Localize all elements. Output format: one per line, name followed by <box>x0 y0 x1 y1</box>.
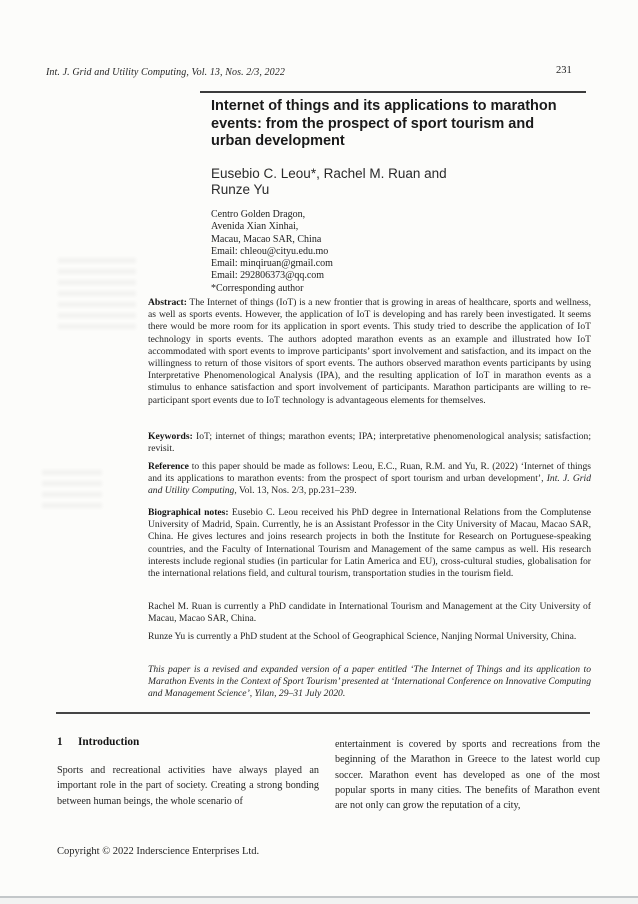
bio-runze-paragraph: Runze Yu is currently a PhD student at the School of Geographical Science, Nanjing Normal University, China. <box>148 631 577 642</box>
page-number: 231 <box>556 65 572 76</box>
bio-label: Biographical notes: <box>148 507 229 518</box>
intro-paragraph-left-column: Sports and recreational activities have always played an important role in the part of society. Creating a strong bonding between human beings, the whole scenario of <box>57 765 319 807</box>
article-title-line-1: Internet of things and its applications to marathon <box>211 98 557 114</box>
copyright-footer: Copyright © 2022 Inderscience Enterprises Ltd. <box>57 846 260 857</box>
abstract-text: The Internet of things (IoT) is a new frontier that is growing in areas of healthcare, sports and wellness, as well as sports events. However, the application of IoT is developing and has rarely been investigated. It seems there would be more room for its application in sport events. This study tried to describe the application of IoT technology in sports events. The authors adopted marathon events as an example and illustrated how IoT accommodated with sport events to improve participants’ sport involvement and satisfaction, and its impact on the willingness to return of those visitors of sport events. The authors observed marathon events participants by using Interpretative Phenomenological Analysis (IPA), and the resulting application of IoT in marathon events as a stimulus to enhance satisfaction and sport involvement of participants. Marathon participants are willing to re-participant sport events due to IoT technology is advantageous elements for themselves. <box>148 297 591 406</box>
section-divider-rule <box>56 712 590 714</box>
author-names <box>211 166 595 198</box>
abstract-label: Abstract: <box>148 297 187 308</box>
biographical-notes-paragraph <box>148 507 591 580</box>
reference-journal-title: Int. J. Grid and Utility Computing <box>148 473 591 497</box>
reference-text-end: , Vol. 13, Nos. 2/3, pp.231–239. <box>234 485 357 497</box>
reference-paragraph <box>148 461 591 498</box>
section-title: Introduction <box>78 736 140 748</box>
section-number: 1 <box>57 736 63 748</box>
scan-bleed-artifact <box>58 258 136 334</box>
scan-bleed-artifact <box>42 470 102 510</box>
affiliation-line: Macau, Macao SAR, China <box>211 233 322 245</box>
title-divider-rule <box>200 91 586 93</box>
scan-edge-fill <box>0 898 638 904</box>
article-title-line-2: events: from the prospect of sport tourism and <box>211 115 535 132</box>
keywords-label: Keywords: <box>148 431 193 442</box>
email-line: Email: 292806373@qq.com <box>211 270 325 282</box>
reference-label: Reference <box>148 461 189 472</box>
intro-paragraph-right-column: entertainment is covered by sports and recreations from the beginning of the Marathon in Greece to the latest world cup soccer. Marathon event has developed as one of the most popular sports in many cities. The benefits of Marathon event are not only can grow the reputation of a city, <box>335 739 600 812</box>
affiliation-line: Avenida Xian Xinhai, <box>211 221 299 233</box>
revision-note-paragraph: This paper is a revised and expanded version of a paper entitled ‘The Internet of Things and its application to Marathon Events in the Context of Sport Tourism’ presented at ‘International Conference on Innovative Computing and Management Science’, Yilan, 29–31 July 2020. <box>148 664 591 700</box>
keywords-text: IoT; internet of things; marathon events; IPA; interpretative phenomenological analysis; satisfaction; revisit. <box>148 431 591 455</box>
bio-text: Eusebio C. Leou received his PhD degree in International Relations from the Complutense University of Madrid, Spain. Currently, he is an Assistant Professor in the City University of Macau, Macao SAR, China. He gives lectures and joins research projects in both the Institute for Research on Portuguese-speaking countries, and the Faculty of International Tourism and Management of the same campus as well. His research interests include regional studies (in particular for Latin America and EU), cross-cultural studies, globalisation for the international relations field, and cultural tourism, transportation studies in the tourism field. <box>148 507 591 580</box>
section-heading-introduction <box>57 736 139 748</box>
running-head: Int. J. Grid and Utility Computing, Vol. 13, Nos. 2/3, 2022 <box>46 67 285 78</box>
affiliation-line: Centro Golden Dragon, <box>211 209 306 220</box>
bio-rachel-paragraph: Rachel M. Ruan is currently a PhD candidate in International Tourism and Management at the City University of Macau, Macao SAR, China. <box>148 601 591 625</box>
corresponding-author-note: *Corresponding author <box>211 282 304 294</box>
keywords-paragraph <box>148 431 591 455</box>
reference-text: to this paper should be made as follows: Leou, E.C., Ruan, R.M. and Yu, R. (2022) ‘Internet of things and its applications to marathon events: from the prospect of sport tourism and urban development’, <box>148 461 591 485</box>
author-line-1: Eusebio C. Leou*, Rachel M. Ruan and <box>211 166 447 181</box>
email-line: Email: chleou@cityu.edu.mo <box>211 245 329 257</box>
article-title <box>211 98 595 151</box>
affiliation-block <box>211 209 595 295</box>
author-line-2: Runze Yu <box>211 182 270 197</box>
abstract-paragraph <box>148 297 591 407</box>
article-title-line-3: urban development <box>211 133 345 149</box>
email-line: Email: minqiruan@gmail.com <box>211 258 333 270</box>
